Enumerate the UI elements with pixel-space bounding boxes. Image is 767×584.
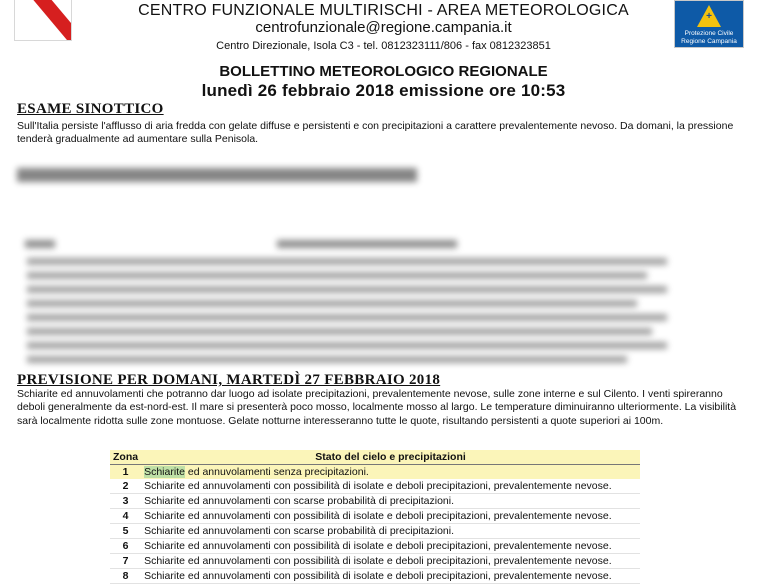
col-zone-header: Zona [110,450,141,465]
table-row [110,509,640,524]
synoptic-text: Sull'Italia persiste l'afflusso di aria fredda con gelate diffuse e persistenti e con precipitazioni a carattere prevalentemente nevoso. Da domani, la pressione tenderà gradualmente ad aumentare sulla Penisola. [17,120,734,146]
forecast-heading: PREVISIONE PER DOMANI, MARTEDÌ 27 FEBBRAIO 2018 [17,372,441,388]
zone-description [141,465,640,480]
bulletin-title: BOLLETTINO METEOROLOGICO REGIONALE [219,63,548,80]
bulletin-issue-line: lunedì 26 febbraio 2018 emissione ore 10:53 [201,81,566,100]
zone-number: 1 [110,465,141,480]
col-sky-header: Stato del cielo e precipitazioni [141,450,640,465]
center-title: CENTRO FUNZIONALE MULTIRISCHI - AREA METEOROLOGICA [138,2,629,19]
zone-number: 4 [110,509,141,524]
zone-description: Schiarite ed annuvolamenti con scarse probabilità di precipitazioni. [141,524,640,539]
table-row [110,524,640,539]
zone-forecast-table [110,450,640,584]
zone-description: Schiarite ed annuvolamenti con possibilità di isolate e deboli precipitazioni, prevalentemente nevose. [141,554,640,569]
table-row [110,569,640,584]
logo-caption-line-2: Regione Campania [681,38,737,45]
table-row [110,539,640,554]
table-row [110,494,640,509]
table-row [110,479,640,494]
highlighted-word: Schiarite [144,466,185,478]
zone-description: Schiarite ed annuvolamenti con scarse probabilità di precipitazioni. [141,494,640,509]
zone-number: 7 [110,554,141,569]
zone-number: 5 [110,524,141,539]
zone-description: Schiarite ed annuvolamenti con possibilità di isolate e deboli precipitazioni, prevalentemente nevose. [141,539,640,554]
zone-description: Schiarite ed annuvolamenti con possibilità di isolate e deboli precipitazioni, prevalentemente nevose. [141,479,640,494]
zone-number: 8 [110,569,141,584]
zone-description-rest: ed annuvolamenti senza precipitazioni. [184,466,369,478]
protezione-civile-logo-icon: + Protezione Civile Regione Campania [674,0,744,48]
logo-caption-line-1: Protezione Civile [684,30,734,37]
zone-number: 2 [110,479,141,494]
zone-description: Schiarite ed annuvolamenti con possibilità di isolate e deboli precipitazioni, prevalentemente nevose. [141,569,640,584]
table-row [110,554,640,569]
zone-number: 3 [110,494,141,509]
redacted-region [17,160,732,370]
zone-number: 6 [110,539,141,554]
center-email[interactable]: centrofunzionale@regione.campania.it [255,19,512,36]
zone-description: Schiarite ed annuvolamenti con possibilità di isolate e deboli precipitazioni, prevalentemente nevose. [141,509,640,524]
synoptic-heading: ESAME SINOTTICO [17,101,164,117]
center-address: Centro Direzionale, Isola C3 - tel. 0812323111/806 - fax 0812323851 [216,40,551,52]
forecast-text: Schiarite ed annuvolamenti che potranno dar luogo ad isolate precipitazioni, prevalentemente nevose, sulle zone interne e sul Cilento. I venti spireranno deboli generalmente da est-nord-est. Il mare si presenterà poco mosso, localmente mosso al largo. Le temperature diminuiranno ulteriormente. La visibilità sarà localmente ridotta sulle zone montuose. Gelate notturne interesseranno tutte le quote, risultando persistenti a quote superiori ai 100m. [17,388,737,427]
table-row [110,465,640,480]
